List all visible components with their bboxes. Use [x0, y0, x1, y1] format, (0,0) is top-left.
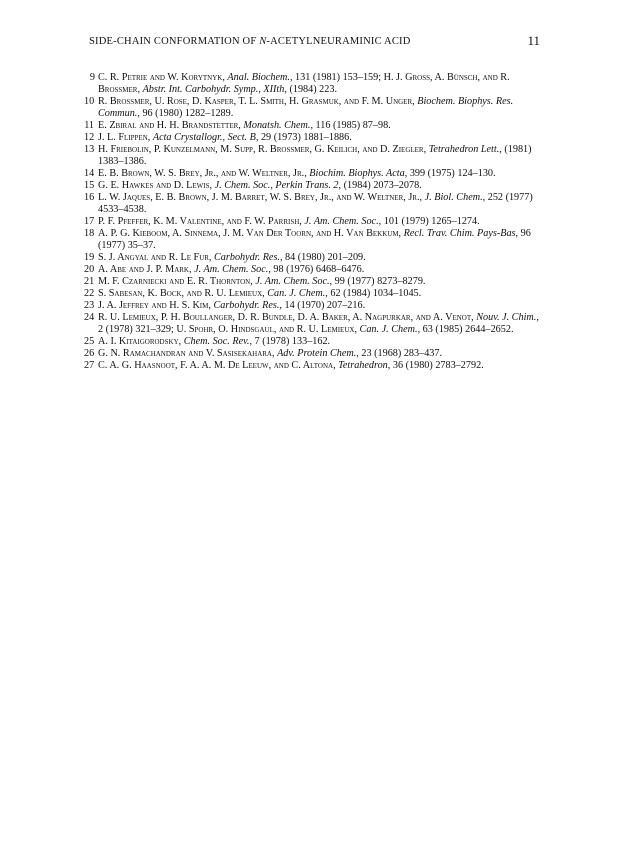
reference-number: 13	[84, 144, 95, 155]
reference-journal: Chem. Soc. Rev.	[183, 336, 250, 347]
reference-authors: R. Brossmer, U. Rose, D. Kasper, T. L. Smith, H. Grasmuk, and F. M. Unger	[98, 96, 413, 107]
reference-text: , 101 (1979) 1265–1274.	[378, 216, 480, 227]
reference-authors: U. Spohr, O. Hindsgaul, and R. U. Lemieux	[176, 324, 355, 335]
reference-text: , 96 (1980) 1282–1289.	[137, 108, 234, 119]
reference-journal: Anal. Biochem.	[227, 72, 290, 83]
reference-number: 23	[84, 300, 95, 311]
reference-number: 10	[84, 96, 95, 107]
reference-number: 15	[84, 180, 95, 191]
reference-item	[84, 168, 540, 180]
reference-authors: R. U. Lemieux, P. H. Boullanger, D. R. Bundle, D. A. Baker, A. Nagpurkar, and A. Venot	[98, 312, 472, 323]
reference-journal: J. Am. Chem. Soc.	[194, 264, 269, 275]
reference-number: 12	[84, 132, 95, 143]
reference-number: 27	[84, 360, 95, 371]
reference-text: , 399 (1975) 124–130.	[404, 168, 496, 179]
reference-text: ,	[208, 300, 214, 311]
reference-journal: Nouv. J. Chim.	[476, 312, 537, 323]
reference-number: 25	[84, 336, 95, 347]
reference-text: ,	[333, 360, 339, 371]
reference-list	[84, 72, 540, 372]
reference-text: , (1981) 1383–1386.	[98, 144, 532, 167]
reference-text: , 84 (1980) 201–209.	[279, 252, 366, 263]
reference-number: 24	[84, 312, 95, 323]
reference-text: , 96 (1977) 35–37.	[98, 228, 531, 251]
reference-journal: Can. J. Chem.	[359, 324, 418, 335]
reference-item	[84, 120, 540, 132]
reference-text: , 7 (1978) 133–162.	[249, 336, 331, 347]
reference-text: ,	[304, 168, 310, 179]
reference-text: ,	[419, 192, 425, 203]
reference-text: , 99 (1977) 8273–8279.	[329, 276, 426, 287]
reference-journal: Recl. Trav. Chim. Pays-Bas	[403, 228, 516, 239]
reference-item	[84, 72, 540, 96]
reference-authors: A. P. G. Kieboom, A. Sinnema, J. M. Van Der Toorn, and H. Van Bekkum	[98, 228, 399, 239]
reference-text: ,	[299, 216, 305, 227]
reference-authors: E. Zbiral and H. H. Brandstetter	[98, 120, 239, 131]
reference-authors: C. R. Petrie and W. Korytnyk	[98, 72, 223, 83]
reference-text: ,	[222, 72, 228, 83]
reference-item	[84, 300, 540, 312]
reference-number: 26	[84, 348, 95, 359]
reference-authors: A. Abe and J. P. Mark	[98, 264, 189, 275]
reference-text: , 63 (1985) 2644–2652.	[417, 324, 514, 335]
running-head-italic: N	[259, 36, 267, 47]
running-head-prefix: SIDE-CHAIN CONFORMATION OF	[89, 36, 260, 47]
reference-journal: Carbohydr. Res.	[214, 252, 280, 263]
reference-item	[84, 348, 540, 360]
reference-text: ,	[471, 312, 477, 323]
reference-number: 9	[89, 72, 95, 83]
reference-authors: J. A. Jeffrey and H. S. Kim	[98, 300, 209, 311]
reference-text: ,	[262, 288, 268, 299]
page-number: 11	[527, 33, 540, 48]
reference-text: ,	[178, 336, 184, 347]
reference-item	[84, 228, 540, 252]
reference-item	[84, 144, 540, 168]
reference-item	[84, 336, 540, 348]
reference-item	[84, 264, 540, 276]
reference-text: ,	[208, 252, 215, 263]
reference-item	[84, 252, 540, 264]
reference-text: ,	[354, 324, 360, 335]
reference-item	[84, 216, 540, 228]
reference-item	[84, 312, 540, 336]
reference-authors: G. E. Hawkes and D. Lewis	[98, 180, 210, 191]
reference-item	[84, 276, 540, 288]
reference-journal: Can. J. Chem.	[267, 288, 326, 299]
reference-item	[84, 180, 540, 192]
reference-text: , 29 (1973) 1881–1886.	[255, 132, 352, 143]
reference-authors: P. F. Pfeffer, K. M. Valentine, and F. W. Parrish	[98, 216, 300, 227]
reference-text: ,	[137, 84, 143, 95]
reference-journal: J. Am. Chem. Soc.	[304, 216, 379, 227]
reference-text: , 14 (1970) 207–216.	[279, 300, 366, 311]
reference-journal: Biochim. Biophys. Acta	[309, 168, 405, 179]
reference-journal: J. Am. Chem. Soc.	[255, 276, 330, 287]
reference-authors: G. N. Ramachandran and V. Sasisekahara	[98, 348, 272, 359]
reference-text: , (1984) 223.	[284, 84, 337, 95]
reference-number: 17	[84, 216, 95, 227]
reference-text: , 23 (1968) 283–437.	[356, 348, 443, 359]
reference-number: 16	[84, 192, 95, 203]
reference-authors: L. W. Jaques, E. B. Brown, J. M. Barret, W. S. Brey, Jr., and W. Weltner, Jr.	[98, 192, 420, 203]
reference-journal: Tetrahedron	[338, 360, 388, 371]
reference-authors: S. J. Angyal and R. Le Fur	[98, 252, 209, 263]
reference-text: ,	[398, 228, 404, 239]
reference-text: ,	[250, 276, 256, 287]
reference-authors: A. I. Kitaigorodsky	[98, 336, 179, 347]
reference-text: ,	[412, 96, 418, 107]
reference-item	[84, 192, 540, 216]
reference-authors: H. J. Gross, A. Bünsch, and R. Brossmer	[98, 72, 510, 95]
reference-journal: J. Chem. Soc., Perkin Trans. 2	[214, 180, 339, 191]
reference-item	[84, 360, 540, 372]
reference-number: 18	[84, 228, 95, 239]
reference-text: ,	[423, 144, 429, 155]
reference-text: , 36 (1980) 2783–2792.	[387, 360, 484, 371]
reference-journal: Abstr. Int. Carbohydr. Symp., XIIth	[142, 84, 285, 95]
reference-journal: J. Biol. Chem.	[424, 192, 483, 203]
reference-text: ,	[238, 120, 244, 131]
reference-number: 11	[84, 120, 94, 131]
running-head	[89, 36, 411, 47]
reference-journal: Biochem. Biophys. Res. Commun.	[98, 96, 514, 119]
reference-item	[84, 288, 540, 300]
reference-number: 14	[84, 168, 95, 179]
reference-number: 19	[84, 252, 95, 263]
reference-item	[84, 96, 540, 120]
reference-authors: E. B. Brown, W. S. Brey, Jr., and W. Weltner, Jr.	[98, 168, 305, 179]
reference-journal: Acta Crystallogr., Sect. B	[152, 132, 256, 143]
reference-text: ,	[209, 180, 215, 191]
reference-authors: C. A. G. Haasnoot, F. A. A. M. De Leeuw, and C. Altona	[98, 360, 334, 371]
reference-number: 20	[84, 264, 95, 275]
reference-journal: Adv. Protein Chem.	[277, 348, 357, 359]
reference-text: , 131 (1981) 153–159;	[289, 72, 384, 83]
reference-authors: J. L. Flippen	[98, 132, 148, 143]
reference-text: , 98 (1976) 6468–6476.	[268, 264, 365, 275]
reference-text: , 62 (1984) 1034–1045.	[325, 288, 422, 299]
reference-text: , 252 (1977) 4533–4538.	[98, 192, 533, 215]
reference-text: , 2 (1978) 321–329;	[98, 312, 539, 335]
reference-text: , (1984) 2073–2078.	[338, 180, 422, 191]
reference-number: 22	[84, 288, 95, 299]
reference-authors: H. Friebolin, P. Kunzelmann, M. Supp, R. Brossmer, G. Keilich, and D. Ziegler	[98, 144, 424, 155]
reference-text: , 116 (1985) 87–98.	[310, 120, 391, 131]
reference-journal: Carbohydr. Res.	[213, 300, 280, 311]
reference-journal: Tetrahedron Lett.	[428, 144, 500, 155]
running-head-suffix: -ACETYLNEURAMINIC ACID	[266, 36, 411, 47]
reference-journal: Monatsh. Chem.	[243, 120, 311, 131]
reference-number: 21	[84, 276, 95, 287]
reference-authors: M. F. Czarniecki and E. R. Thornton	[98, 276, 251, 287]
reference-text: ,	[147, 132, 153, 143]
reference-item	[84, 132, 540, 144]
reference-text: ,	[188, 264, 195, 275]
reference-text: ,	[271, 348, 278, 359]
reference-authors: S. Sabesan, K. Bock, and R. U. Lemieux	[98, 288, 263, 299]
